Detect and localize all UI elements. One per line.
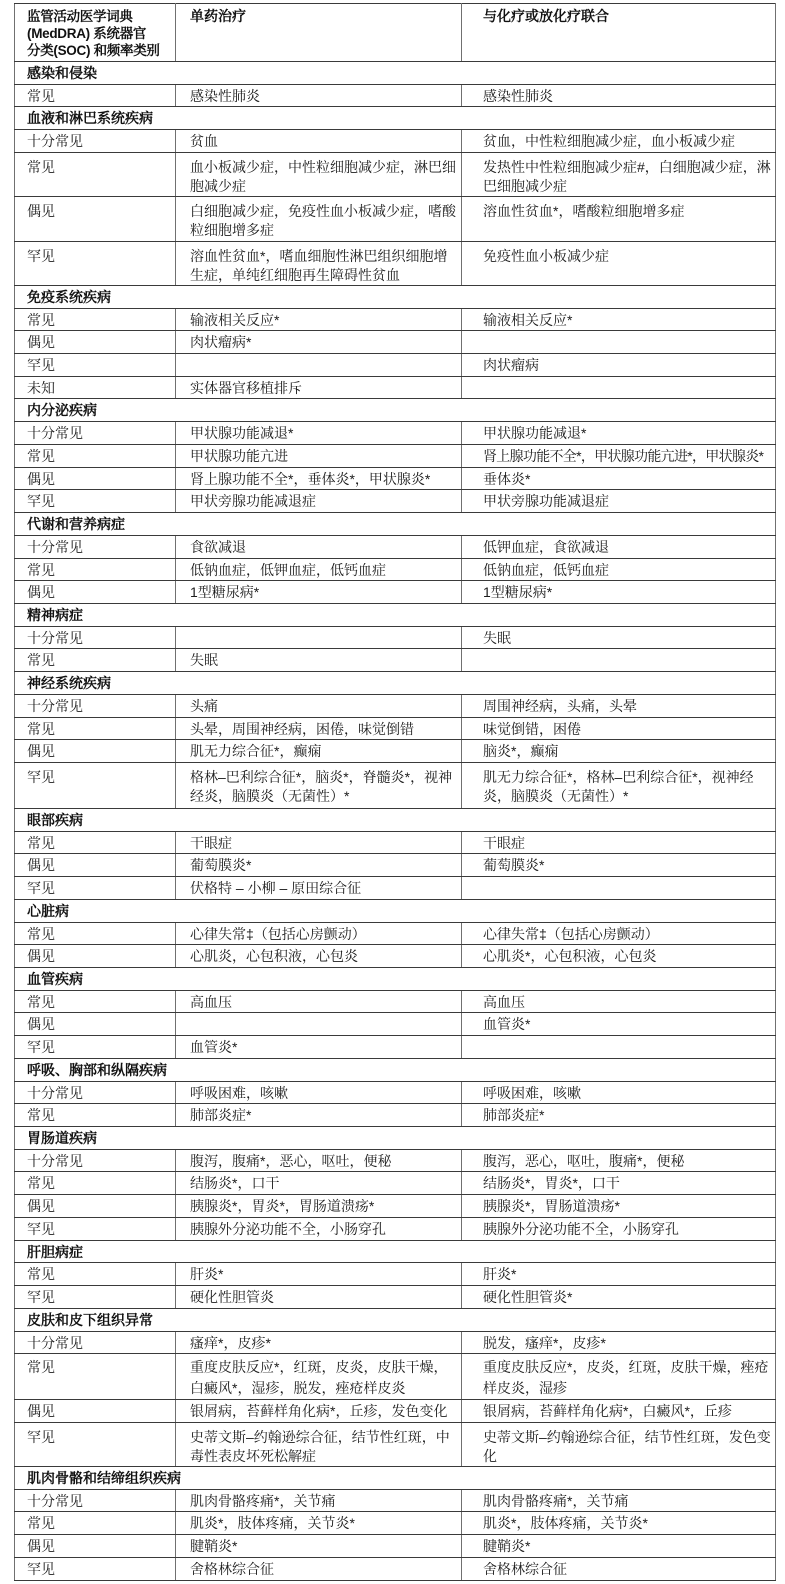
section-row (15, 603, 776, 626)
table-row (15, 717, 776, 740)
combination-cell: 胰腺外分泌功能不全，小肠穿孔 (462, 1217, 776, 1240)
frequency-cell: 偶见 (15, 1013, 176, 1036)
frequency-cell: 常见 (15, 831, 176, 854)
section-row (15, 1127, 776, 1150)
table-row (15, 740, 776, 763)
combination-cell: 腹泻，恶心，呕吐，腹痛*，便秘 (462, 1149, 776, 1172)
header-soc-line: 监管活动医学词典 (27, 9, 133, 24)
combination-cell: 周围神经病，头痛，头晕 (462, 694, 776, 717)
combination-cell: 免疫性血小板减少症 (462, 241, 776, 285)
monotherapy-cell: 结肠炎*，口干 (176, 1172, 462, 1195)
monotherapy-cell: 硬化性胆管炎 (176, 1286, 462, 1309)
combination-cell: 甲状旁腺功能减退症 (462, 490, 776, 513)
monotherapy-cell: 肝炎* (176, 1263, 462, 1286)
monotherapy-cell: 舍格林综合征 (176, 1557, 462, 1580)
section-row (15, 1466, 776, 1489)
monotherapy-cell: 史蒂文斯–约翰逊综合征，结节性红斑，中毒性表皮坏死松解症 (176, 1422, 462, 1466)
monotherapy-cell: 伏格特 – 小柳 – 原田综合征 (176, 877, 462, 900)
section-title: 血液和淋巴系统疾病 (15, 107, 776, 130)
frequency-cell: 十分常见 (15, 1489, 176, 1512)
section-title: 血管疾病 (15, 968, 776, 991)
monotherapy-cell: 肺部炎症* (176, 1104, 462, 1127)
combination-cell: 肺部炎症* (462, 1104, 776, 1127)
header-monotherapy: 单药治疗 (176, 4, 462, 62)
table-row (15, 1081, 776, 1104)
combination-cell: 肉状瘤病 (462, 354, 776, 377)
table-row (15, 241, 776, 285)
monotherapy-cell: 肌炎*，肢体疼痛，关节炎* (176, 1512, 462, 1535)
table-row (15, 130, 776, 153)
table-row (15, 694, 776, 717)
frequency-cell: 偶见 (15, 331, 176, 354)
table-row (15, 1286, 776, 1309)
section-title: 胃肠道疾病 (15, 1127, 776, 1150)
combination-cell: 腱鞘炎* (462, 1535, 776, 1558)
table-row (15, 831, 776, 854)
frequency-cell: 偶见 (15, 1400, 176, 1423)
monotherapy-cell: 银屑病，苔藓样角化病*，丘疹，发色变化 (176, 1400, 462, 1423)
table-row (15, 1013, 776, 1036)
section-title: 皮肤和皮下组织异常 (15, 1308, 776, 1331)
table-row (15, 854, 776, 877)
frequency-cell: 罕见 (15, 241, 176, 285)
table-row (15, 877, 776, 900)
monotherapy-cell: 白细胞减少症，免疫性血小板减少症，嗜酸粒细胞增多症 (176, 196, 462, 241)
section-title: 心脏病 (15, 899, 776, 922)
combination-cell: 肌无力综合征*，格林–巴利综合征*，视神经炎，脑膜炎（无菌性）* (462, 762, 776, 808)
monotherapy-cell: 低钠血症，低钾血症，低钙血症 (176, 558, 462, 581)
monotherapy-cell: 肌肉骨骼疼痛*，关节痛 (176, 1489, 462, 1512)
frequency-cell: 十分常见 (15, 130, 176, 153)
frequency-cell: 十分常见 (15, 1149, 176, 1172)
monotherapy-cell: 输液相关反应* (176, 308, 462, 331)
table-row (15, 84, 776, 107)
frequency-cell: 常见 (15, 649, 176, 672)
table-row (15, 1217, 776, 1240)
table-row (15, 649, 776, 672)
frequency-cell: 偶见 (15, 1195, 176, 1218)
header-soc-frequency (15, 4, 176, 62)
section-title: 代谢和营养病症 (15, 513, 776, 536)
combination-cell: 脑炎*，癫痫 (462, 740, 776, 763)
monotherapy-cell: 呼吸困难，咳嗽 (176, 1081, 462, 1104)
table-row (15, 422, 776, 445)
header-combination: 与化疗或放化疗联合 (462, 4, 776, 62)
frequency-cell: 十分常见 (15, 1331, 176, 1354)
section-row (15, 513, 776, 536)
section-title: 内分泌疾病 (15, 399, 776, 422)
table-row (15, 1104, 776, 1127)
monotherapy-cell: 肾上腺功能不全*，垂体炎*，甲状腺炎* (176, 467, 462, 490)
frequency-cell: 常见 (15, 444, 176, 467)
frequency-cell: 十分常见 (15, 694, 176, 717)
table-row (15, 581, 776, 604)
section-title: 眼部疾病 (15, 808, 776, 831)
monotherapy-cell: 瘙痒*，皮疹* (176, 1331, 462, 1354)
monotherapy-cell: 头痛 (176, 694, 462, 717)
section-row (15, 62, 776, 85)
frequency-cell: 常见 (15, 84, 176, 107)
table-row (15, 626, 776, 649)
monotherapy-cell: 干眼症 (176, 831, 462, 854)
combination-cell: 硬化性胆管炎* (462, 1286, 776, 1309)
table-row (15, 990, 776, 1013)
table-row (15, 308, 776, 331)
frequency-cell: 偶见 (15, 740, 176, 763)
combination-cell: 失眠 (462, 626, 776, 649)
table-row (15, 1422, 776, 1466)
combination-cell: 肝炎* (462, 1263, 776, 1286)
combination-cell: 结肠炎*，胃炎*，口干 (462, 1172, 776, 1195)
frequency-cell: 常见 (15, 1263, 176, 1286)
frequency-cell: 罕见 (15, 490, 176, 513)
table-row (15, 1557, 776, 1580)
frequency-cell: 偶见 (15, 1535, 176, 1558)
section-title: 肝胆病症 (15, 1240, 776, 1263)
monotherapy-cell: 实体器官移植排斥 (176, 376, 462, 399)
combination-cell (462, 331, 776, 354)
combination-cell: 肾上腺功能不全*，甲状腺功能亢进*，甲状腺炎* (462, 444, 776, 467)
frequency-cell: 偶见 (15, 854, 176, 877)
section-row (15, 107, 776, 130)
table-row (15, 331, 776, 354)
table-row (15, 1331, 776, 1354)
monotherapy-cell: 心肌炎，心包积液，心包炎 (176, 945, 462, 968)
monotherapy-cell: 甲状腺功能减退* (176, 422, 462, 445)
combination-cell: 高血压 (462, 990, 776, 1013)
monotherapy-cell: 肉状瘤病* (176, 331, 462, 354)
combination-cell (462, 649, 776, 672)
section-title: 免疫系统疾病 (15, 285, 776, 308)
table-row (15, 354, 776, 377)
table-row (15, 945, 776, 968)
frequency-cell: 常见 (15, 558, 176, 581)
combination-cell: 胰腺炎*，胃肠道溃疡* (462, 1195, 776, 1218)
combination-cell: 心肌炎*，心包积液，心包炎 (462, 945, 776, 968)
section-title: 精神病症 (15, 603, 776, 626)
combination-cell: 肌炎*，肢体疼痛，关节炎* (462, 1512, 776, 1535)
table-row (15, 196, 776, 241)
monotherapy-cell: 胰腺炎*，胃炎*，胃肠道溃疡* (176, 1195, 462, 1218)
frequency-cell: 罕见 (15, 1557, 176, 1580)
frequency-cell: 常见 (15, 990, 176, 1013)
section-row (15, 672, 776, 695)
monotherapy-cell: 失眠 (176, 649, 462, 672)
frequency-cell: 常见 (15, 1512, 176, 1535)
table-row (15, 1354, 776, 1400)
frequency-cell: 常见 (15, 1172, 176, 1195)
table-row (15, 1263, 776, 1286)
table-row (15, 1149, 776, 1172)
combination-cell: 干眼症 (462, 831, 776, 854)
frequency-cell: 偶见 (15, 467, 176, 490)
monotherapy-cell (176, 1013, 462, 1036)
header-soc-line: 分类(SOC) 和频率类别 (27, 43, 160, 58)
monotherapy-cell (176, 626, 462, 649)
combination-cell: 低钠血症，低钙血症 (462, 558, 776, 581)
table-row (15, 444, 776, 467)
monotherapy-cell: 重度皮肤反应*，红斑，皮炎，皮肤干燥，白癜风*，湿疹，脱发，痤疮样皮炎 (176, 1354, 462, 1400)
table-row (15, 376, 776, 399)
monotherapy-cell: 肌无力综合征*，癫痫 (176, 740, 462, 763)
frequency-cell: 常见 (15, 1104, 176, 1127)
monotherapy-cell: 头晕，周围神经病，困倦，味觉倒错 (176, 717, 462, 740)
frequency-cell: 常见 (15, 922, 176, 945)
monotherapy-cell: 高血压 (176, 990, 462, 1013)
combination-cell: 葡萄膜炎* (462, 854, 776, 877)
monotherapy-cell: 甲状旁腺功能减退症 (176, 490, 462, 513)
combination-cell: 舍格林综合征 (462, 1557, 776, 1580)
monotherapy-cell: 胰腺外分泌功能不全，小肠穿孔 (176, 1217, 462, 1240)
section-row (15, 1240, 776, 1263)
table-row (15, 467, 776, 490)
monotherapy-cell: 贫血 (176, 130, 462, 153)
table-row (15, 490, 776, 513)
combination-cell (462, 1036, 776, 1059)
frequency-cell: 十分常见 (15, 626, 176, 649)
table-row (15, 535, 776, 558)
frequency-cell: 罕见 (15, 1422, 176, 1466)
frequency-cell: 十分常见 (15, 1081, 176, 1104)
combination-cell: 甲状腺功能减退* (462, 422, 776, 445)
combination-cell: 垂体炎* (462, 467, 776, 490)
monotherapy-cell: 心律失常‡（包括心房颤动） (176, 922, 462, 945)
frequency-cell: 常见 (15, 1354, 176, 1400)
section-title: 肌肉骨骼和结缔组织疾病 (15, 1466, 776, 1489)
combination-cell (462, 376, 776, 399)
frequency-cell: 十分常见 (15, 422, 176, 445)
monotherapy-cell: 甲状腺功能亢进 (176, 444, 462, 467)
monotherapy-cell: 1型糖尿病* (176, 581, 462, 604)
monotherapy-cell: 血管炎* (176, 1036, 462, 1059)
section-row (15, 399, 776, 422)
combination-cell: 发热性中性粒细胞减少症#，白细胞减少症，淋巴细胞减少症 (462, 152, 776, 196)
section-title: 呼吸、胸部和纵隔疾病 (15, 1058, 776, 1081)
combination-cell: 1型糖尿病* (462, 581, 776, 604)
section-title: 感染和侵染 (15, 62, 776, 85)
combination-cell: 史蒂文斯–约翰逊综合征，结节性红斑，发色变化 (462, 1422, 776, 1466)
table-row (15, 558, 776, 581)
section-row (15, 285, 776, 308)
adverse-reactions-table (14, 3, 776, 1581)
combination-cell: 输液相关反应* (462, 308, 776, 331)
combination-cell: 血管炎* (462, 1013, 776, 1036)
table-row (15, 1489, 776, 1512)
combination-cell: 低钾血症，食欲减退 (462, 535, 776, 558)
table-row (15, 1195, 776, 1218)
combination-cell: 重度皮肤反应*，皮炎，红斑，皮肤干燥，痤疮样皮炎，湿疹 (462, 1354, 776, 1400)
frequency-cell: 罕见 (15, 1286, 176, 1309)
frequency-cell: 罕见 (15, 762, 176, 808)
combination-cell: 呼吸困难，咳嗽 (462, 1081, 776, 1104)
frequency-cell: 罕见 (15, 1036, 176, 1059)
combination-cell: 肌肉骨骼疼痛*，关节痛 (462, 1489, 776, 1512)
frequency-cell: 罕见 (15, 877, 176, 900)
frequency-cell: 罕见 (15, 1217, 176, 1240)
table-row (15, 1172, 776, 1195)
section-row (15, 1058, 776, 1081)
monotherapy-cell: 腹泻，腹痛*，恶心，呕吐，便秘 (176, 1149, 462, 1172)
frequency-cell: 偶见 (15, 196, 176, 241)
section-row (15, 808, 776, 831)
section-row (15, 899, 776, 922)
combination-cell: 贫血，中性粒细胞减少症，血小板减少症 (462, 130, 776, 153)
monotherapy-cell: 格林–巴利综合征*，脑炎*，脊髓炎*，视神经炎，脑膜炎（无菌性）* (176, 762, 462, 808)
frequency-cell: 偶见 (15, 945, 176, 968)
table-row (15, 1512, 776, 1535)
header-soc-line: (MedDRA) 系统器官 (27, 26, 147, 41)
table-row (15, 1535, 776, 1558)
frequency-cell: 偶见 (15, 581, 176, 604)
frequency-cell: 常见 (15, 717, 176, 740)
frequency-cell: 十分常见 (15, 535, 176, 558)
monotherapy-cell: 溶血性贫血*，嗜血细胞性淋巴组织细胞增生症，单纯红细胞再生障碍性贫血 (176, 241, 462, 285)
frequency-cell: 常见 (15, 152, 176, 196)
monotherapy-cell: 食欲减退 (176, 535, 462, 558)
combination-cell: 味觉倒错，困倦 (462, 717, 776, 740)
combination-cell: 银屑病，苔藓样角化病*，白癜风*，丘疹 (462, 1400, 776, 1423)
frequency-cell: 罕见 (15, 354, 176, 377)
section-title: 神经系统疾病 (15, 672, 776, 695)
section-row (15, 1308, 776, 1331)
frequency-cell: 未知 (15, 376, 176, 399)
table-row (15, 922, 776, 945)
table-row (15, 1400, 776, 1423)
combination-cell: 心律失常‡（包括心房颤动） (462, 922, 776, 945)
table-row (15, 762, 776, 808)
combination-cell (462, 877, 776, 900)
monotherapy-cell (176, 354, 462, 377)
monotherapy-cell: 感染性肺炎 (176, 84, 462, 107)
combination-cell: 感染性肺炎 (462, 84, 776, 107)
table-row (15, 1036, 776, 1059)
frequency-cell: 常见 (15, 308, 176, 331)
table-row (15, 152, 776, 196)
combination-cell: 溶血性贫血*，嗜酸粒细胞增多症 (462, 196, 776, 241)
monotherapy-cell: 腱鞘炎* (176, 1535, 462, 1558)
combination-cell: 脱发，瘙痒*，皮疹* (462, 1331, 776, 1354)
section-row (15, 968, 776, 991)
table-header-row (15, 4, 776, 62)
monotherapy-cell: 葡萄膜炎* (176, 854, 462, 877)
monotherapy-cell: 血小板减少症，中性粒细胞减少症，淋巴细胞减少症 (176, 152, 462, 196)
